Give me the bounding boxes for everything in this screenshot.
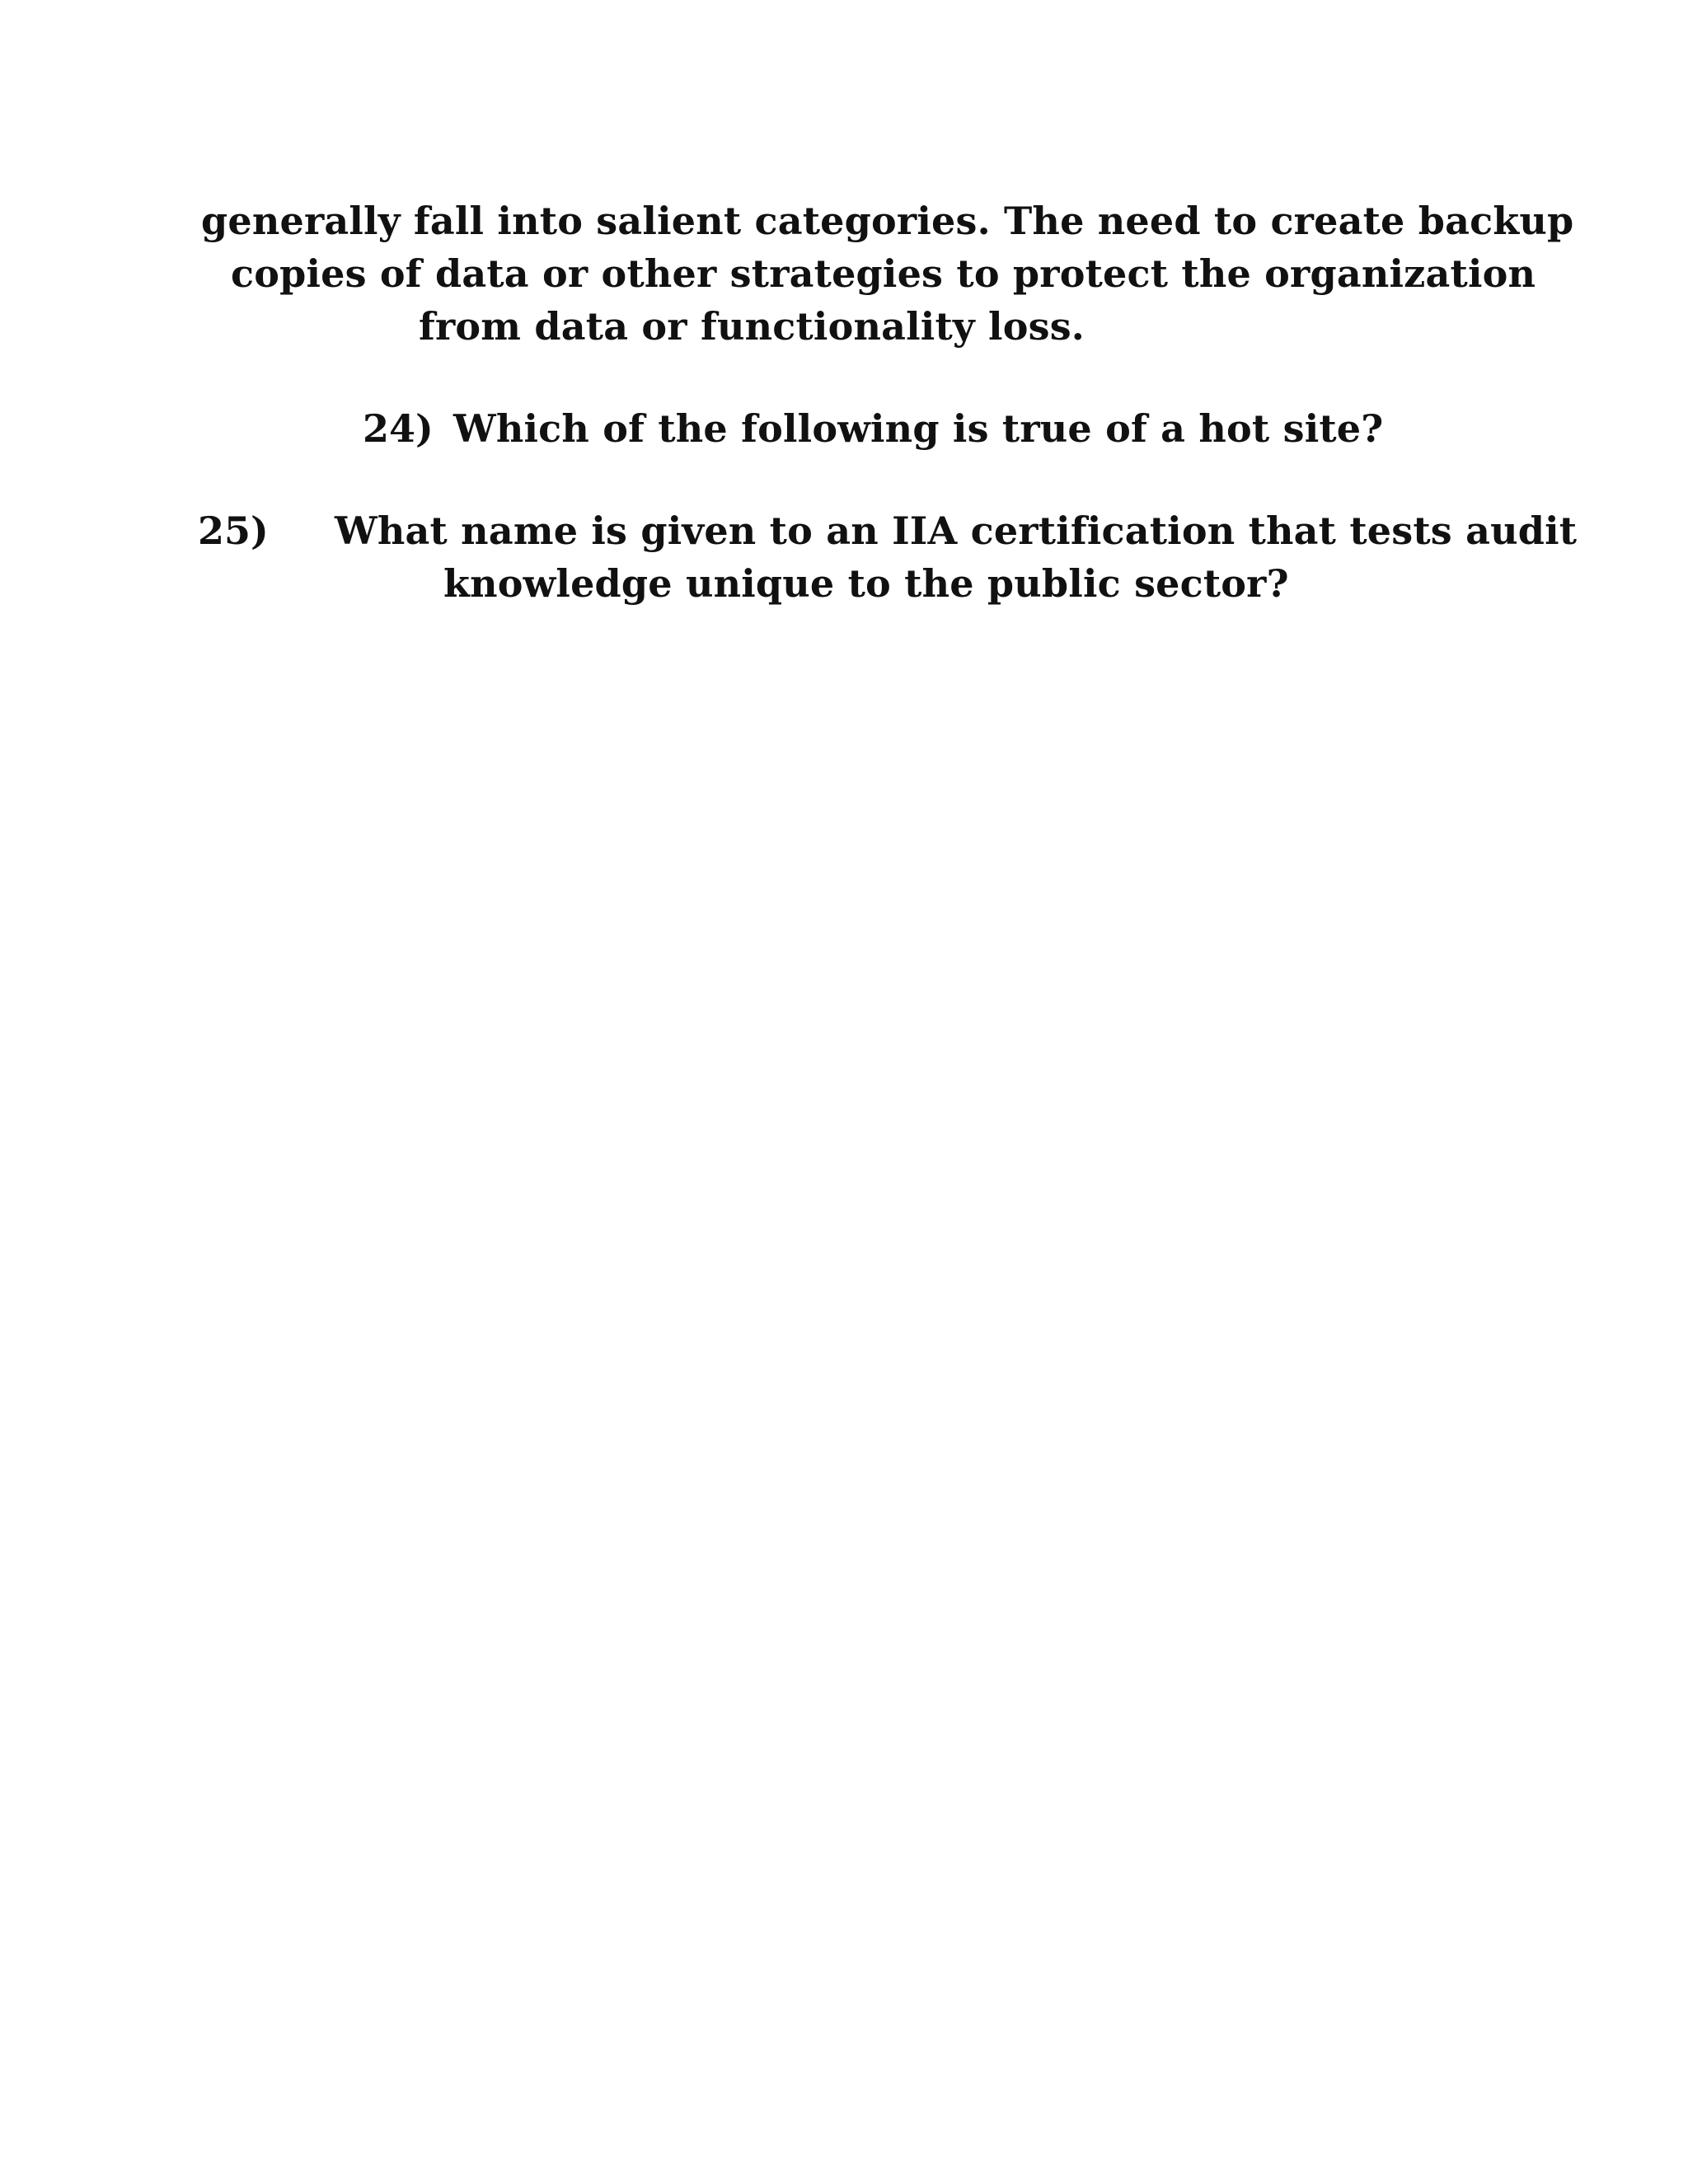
paragraph-line-2: copies of data or other strategies to protect the organization xyxy=(231,251,1536,296)
question-24-text: Which of the following is true of a hot site? xyxy=(453,406,1384,451)
question-25-text-line-1: What name is given to an IIA certification that tests audit xyxy=(335,509,1578,553)
question-25-text-line-2: knowledge unique to the public sector? xyxy=(443,561,1289,606)
paragraph-line-1: generally fall into salient categories. The need to create backup xyxy=(201,199,1574,243)
paragraph-line-3: from data or functionality loss. xyxy=(419,304,1085,349)
question-number-25: 25) xyxy=(198,509,269,553)
question-number-24: 24) xyxy=(363,406,434,451)
